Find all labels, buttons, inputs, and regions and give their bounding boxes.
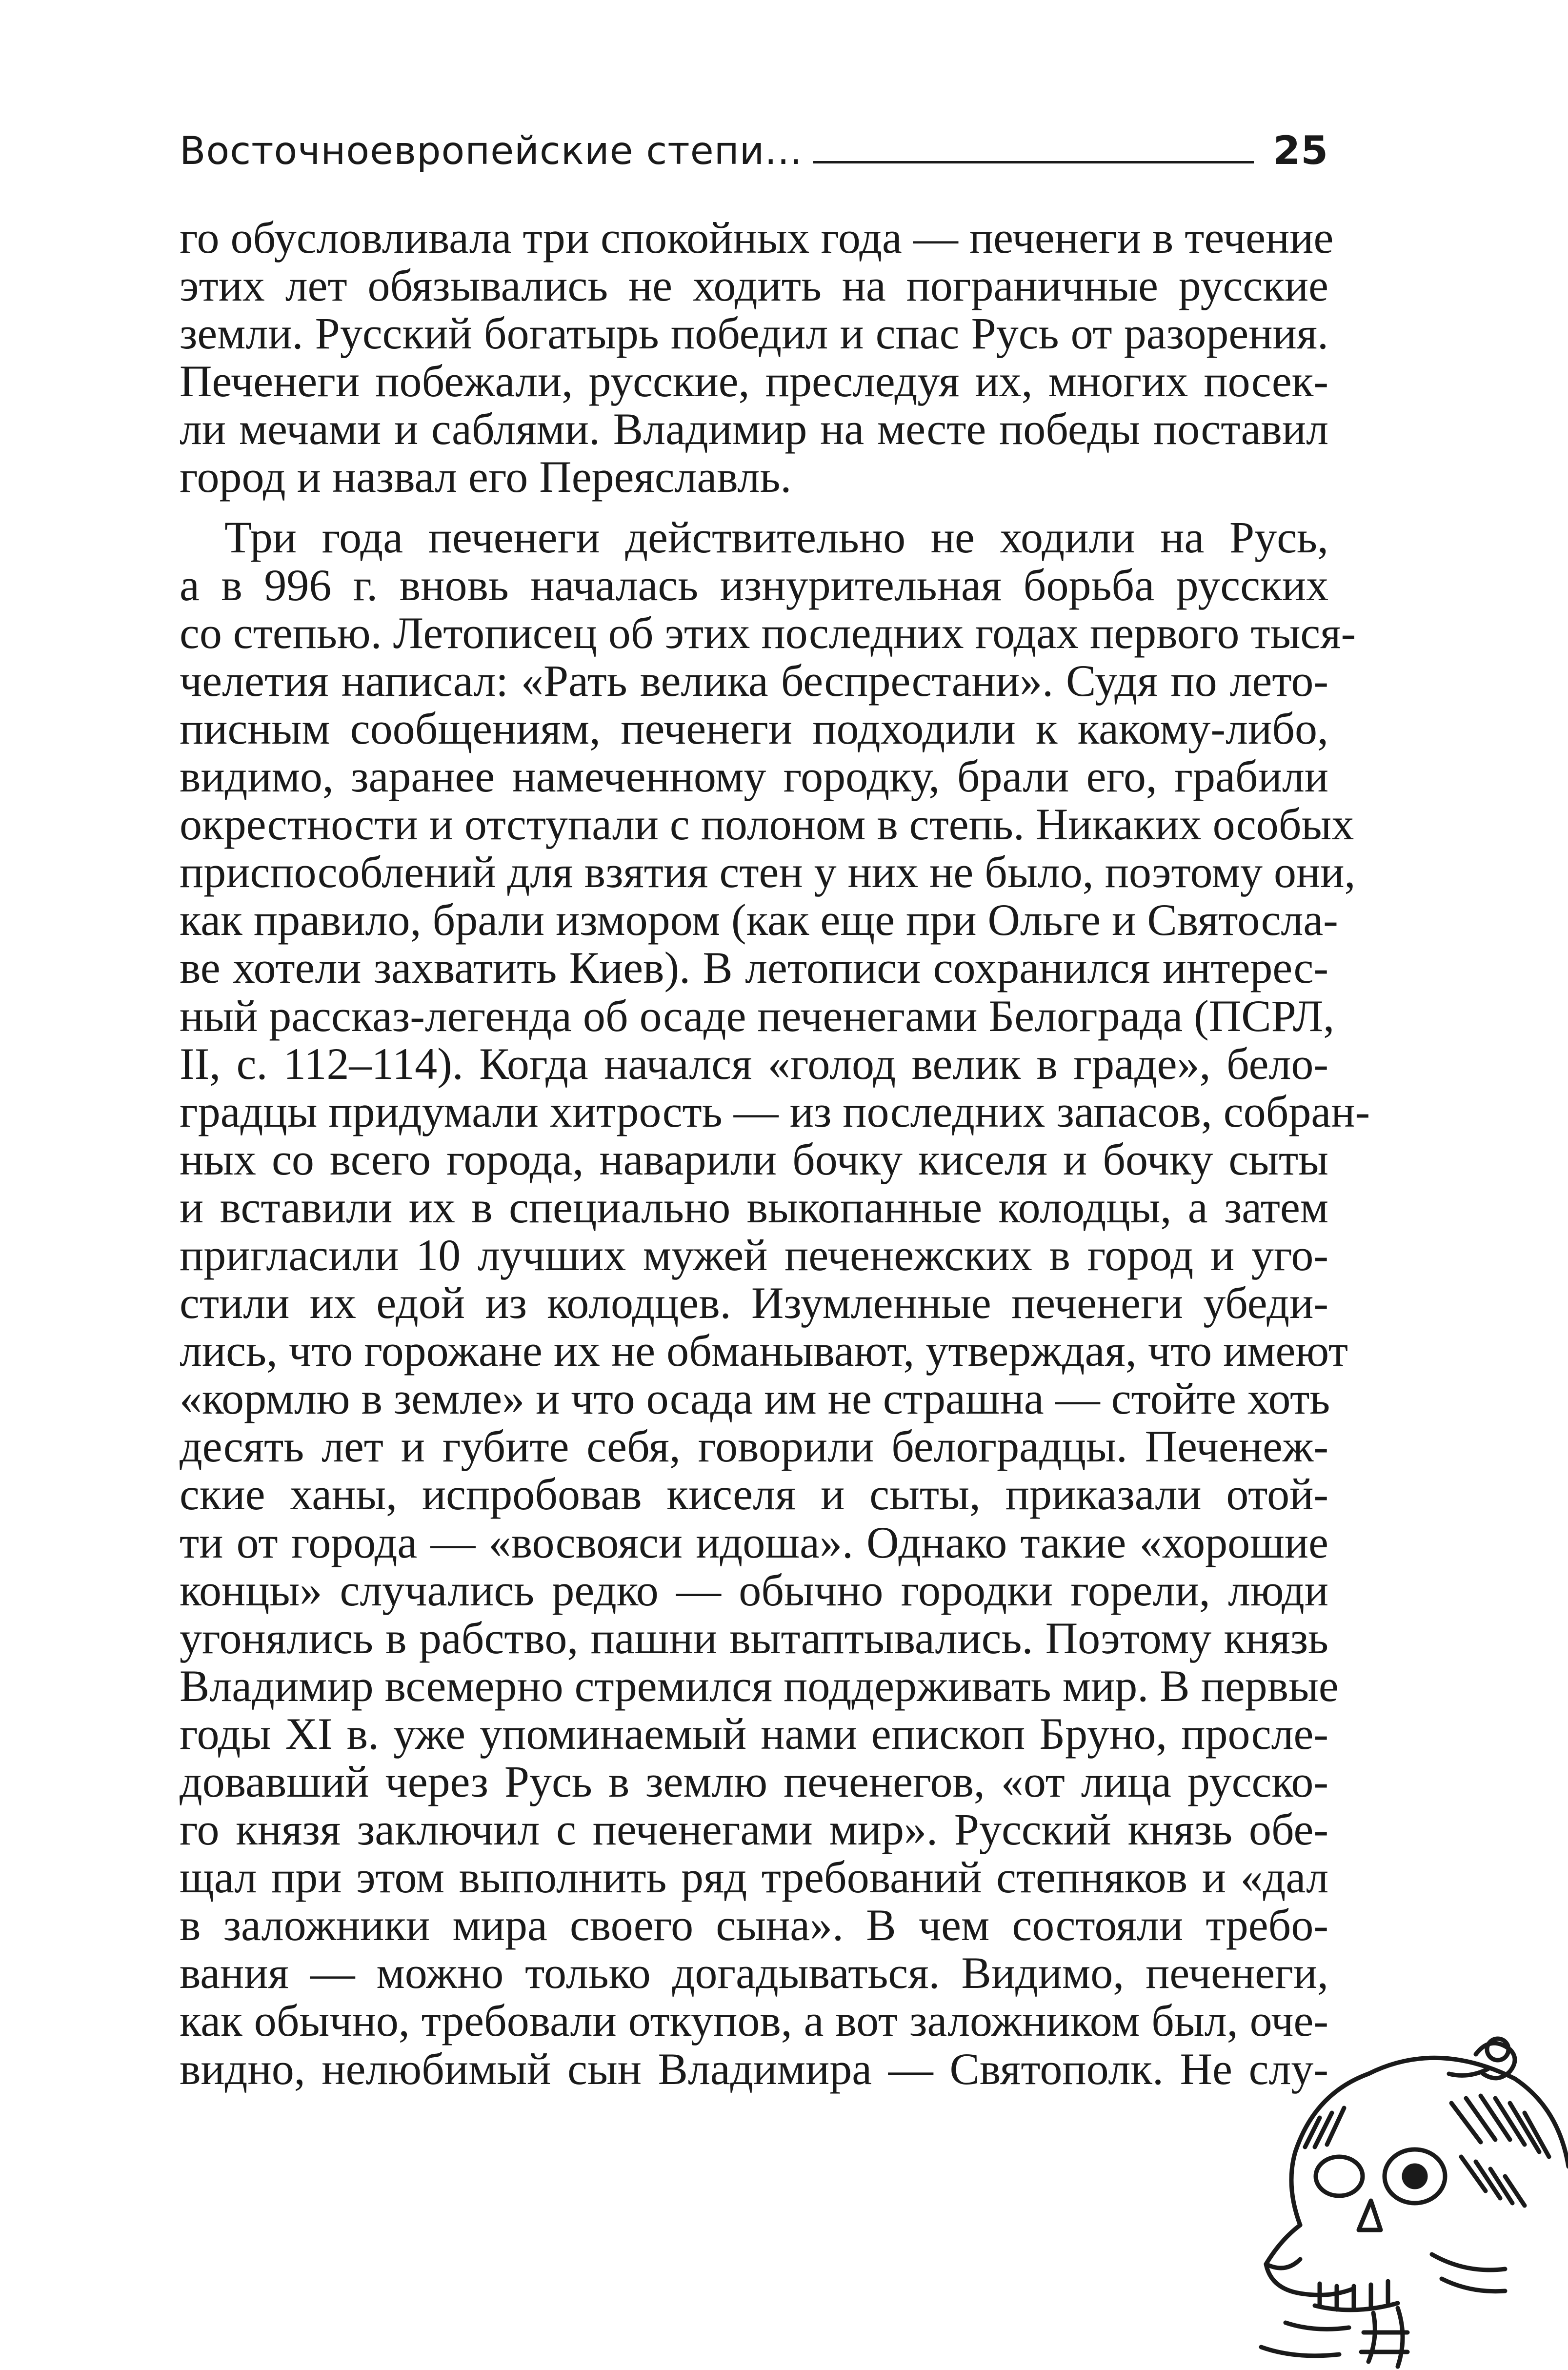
text-line: ных со всего города, наварили бочку киселя и бочку сыты <box>180 1134 1328 1184</box>
text-line: этих лет обязывались не ходить на пограничные русские <box>180 261 1328 311</box>
running-head-title: Восточноевропейские степи... <box>180 129 803 173</box>
text-line: щал при этом выполнить ряд требований степняков и «дал <box>180 1852 1328 1903</box>
text-line: город и назвал его Переяславль. <box>180 452 792 502</box>
text-line: стили их едой из колодцев. Изумленные печенеги убеди- <box>180 1278 1328 1328</box>
text-line: челетия написал: «Рать велика беспрестани». Судя по лето- <box>180 655 1328 706</box>
text-line: вания — можно только догадываться. Видимо, печенеги, <box>180 1948 1328 1998</box>
text-line: ти от города — «восвояси идоша». Однако такие «хорошие <box>180 1517 1328 1567</box>
text-line: десять лет и губите себя, говорили белоградцы. Печенеж- <box>180 1421 1328 1472</box>
text-line: Три года печенеги действительно не ходили на Русь, <box>224 512 1328 562</box>
text-line: и вставили их в специально выкопанные колодцы, а затем <box>180 1182 1328 1232</box>
text-line: градцы придумали хитрость — из последних запасов, собран- <box>180 1086 1370 1136</box>
text-line: а в 996 г. вновь началась изнурительная борьба русских <box>180 560 1328 610</box>
text-line: как обычно, требовали откупов, а вот заложником был, оче- <box>180 1996 1328 2046</box>
text-line: писным сообщениям, печенеги подходили к какому-либо, <box>180 703 1328 753</box>
paragraph-2 <box>180 512 1370 2094</box>
text-line: Владимир всемерно стремился поддерживать мир. В первые <box>180 1661 1339 1711</box>
text-line: как правило, брали измором (как еще при Ольге и Святосла- <box>180 895 1338 945</box>
text-line: видно, нелюбимый сын Владимира — Святополк. Не слу- <box>180 2044 1328 2094</box>
page-number: 25 <box>1273 128 1328 173</box>
running-head-rule <box>813 161 1254 163</box>
text-line: лись, что горожане их не обманывают, утверждая, что имеют <box>180 1326 1348 1376</box>
paragraph-1 <box>180 213 1334 502</box>
text-line: годы XI в. уже упоминаемый нами епископ Бруно, просле- <box>180 1708 1328 1759</box>
body-text <box>180 213 1370 2094</box>
text-line: го обусловливала три спокойных года — печенеги в течение <box>180 213 1334 263</box>
text-line: угонялись в рабство, пашни вытаптывались. Поэтому князь <box>180 1613 1328 1663</box>
text-line: земли. Русский богатырь победил и спас Русь от разорения. <box>180 308 1328 359</box>
text-line: ские ханы, испробовав киселя и сыты, приказали отой- <box>180 1469 1328 1519</box>
text-line: приспособлений для взятия стен у них не было, поэтому они, <box>180 847 1356 897</box>
text-line: довавший через Русь в землю печенегов, «от лица русско- <box>180 1757 1328 1806</box>
text-line: со степью. Летописец об этих последних годах первого тыся- <box>180 608 1356 658</box>
text-line: Печенеги побежали, русские, преследуя их, многих посек- <box>180 356 1328 406</box>
text-line: го князя заключил с печенегами мир». Русский князь обе- <box>180 1804 1328 1855</box>
text-line: ли мечами и саблями. Владимир на месте победы поставил <box>180 404 1328 454</box>
text-line: II, с. 112–114). Когда начался «голод велик в граде», бело- <box>180 1038 1328 1089</box>
text-line: видимо, заранее намеченному городку, брали его, грабили <box>180 751 1328 802</box>
text-line: ве хотели захватить Киев). В летописи сохранился интерес- <box>180 943 1328 993</box>
text-line: окрестности и отступали с полоном в степь. Никаких особых <box>180 799 1354 850</box>
running-head <box>180 120 1328 173</box>
text-line: концы» случались редко — обычно городки горели, люди <box>180 1565 1328 1615</box>
text-line: «кормлю в земле» и что осада им не страшна — стойте хоть <box>180 1374 1330 1424</box>
text-line: в заложники мира своего сына». В чем состояли требо- <box>180 1900 1328 1950</box>
text-line: пригласили 10 лучших мужей печенежских в город и уго- <box>180 1230 1328 1280</box>
skull-icon <box>1246 2030 1568 2370</box>
text-line: ный рассказ-легенда об осаде печенегами Белограда (ПСРЛ, <box>180 991 1335 1041</box>
